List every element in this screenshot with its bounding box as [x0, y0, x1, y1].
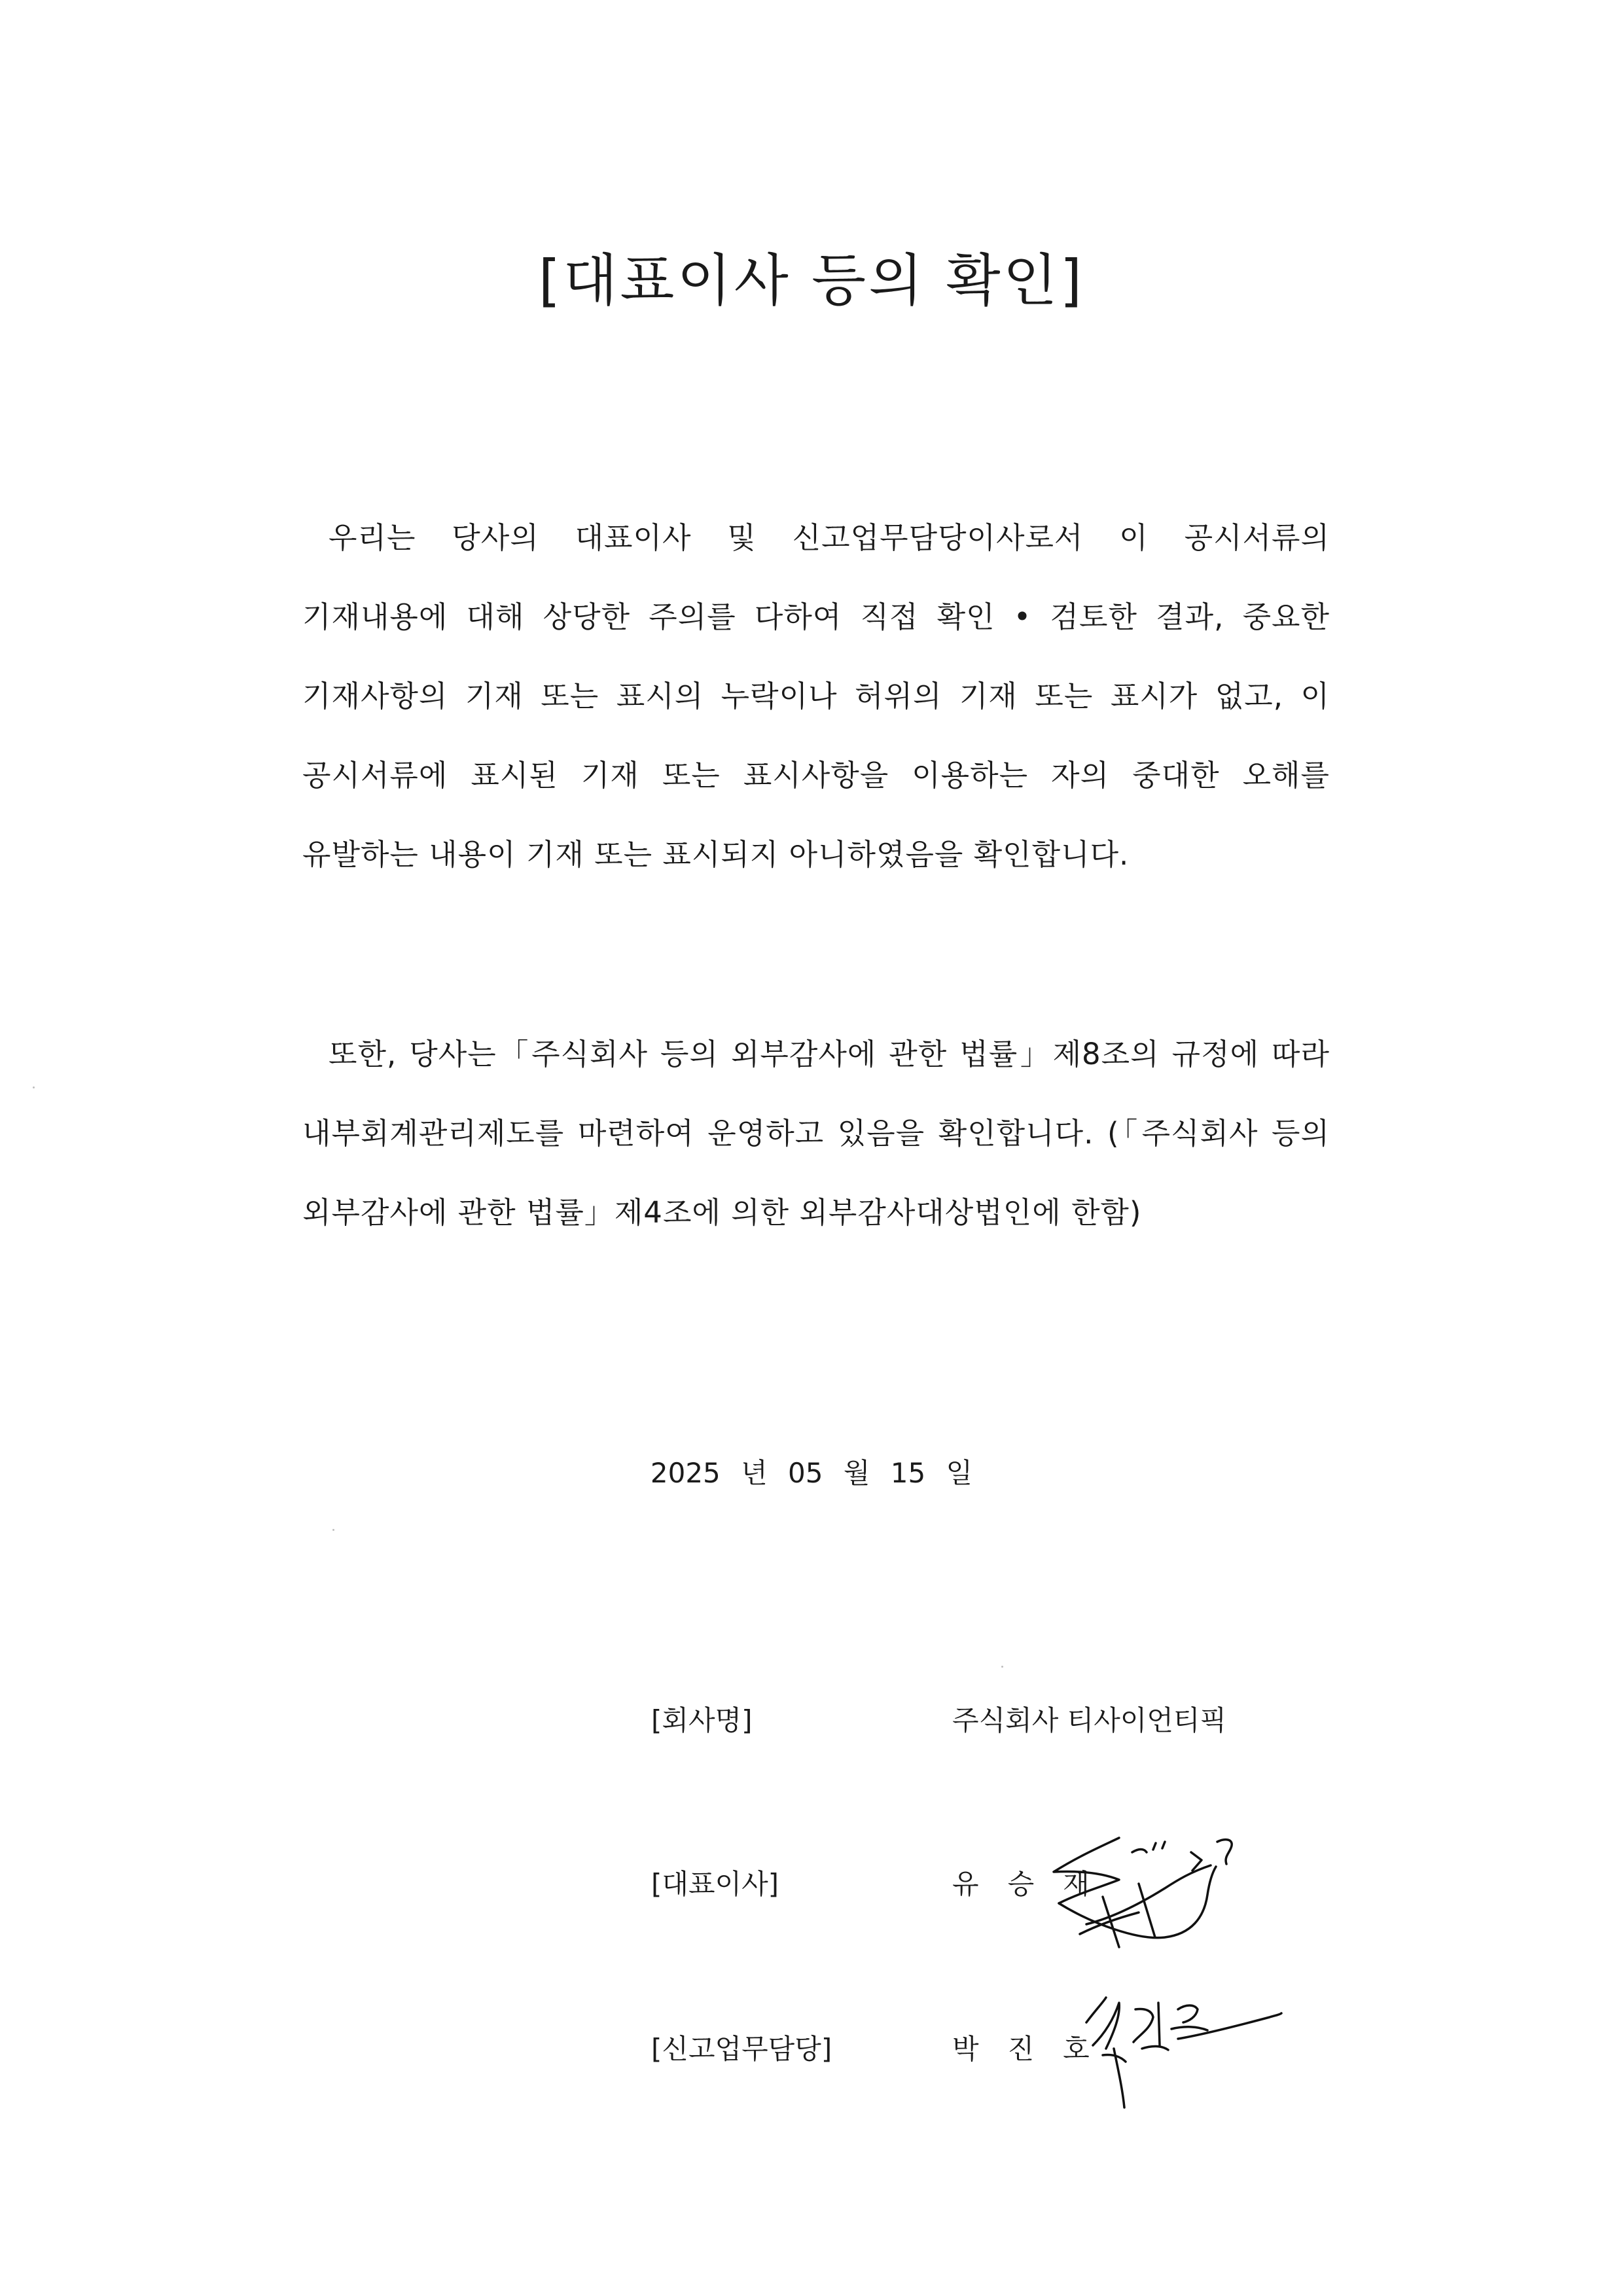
company-name: 주식회사 티사이언티픽 [952, 1704, 1227, 1736]
confirmation-paragraph: 우리는 당사의 대표이사 및 신고업무담당이사로서 이 공시서류의 기재내용에 대해 상당한 주의를 다하여 직접 확인 • 검토한 결과, 중요한 기재사항의 기재 또는 표시의 누락이나 허위의 기재 또는 표시가 없고, 이 공시서류에 표시된 기재 또는 표시사항을 이용하는 자의 중대한 오해를 유발하는 내용이 기재 또는 표시되지 아니하였음을 확인합니다. [302, 520, 1330, 872]
ceo-name: 유승재 [952, 1868, 1118, 1900]
ceo-signature [1041, 1826, 1276, 1957]
internal-control-paragraph: 또한, 당사는「주식회사 등의 외부감사에 관한 법률」제8조의 규정에 따라 내부회계관리제도를 마련하여 운영하고 있음을 확인합니다. (「주식회사 등의 외부감사에 관한 법률」제4조에 의한 외부감사대상법인에 한함) [302, 1037, 1330, 1230]
document-date: 2025 년 05 월 15 일 [650, 1457, 973, 1489]
ceo-label: [대표이사] [651, 1868, 779, 1900]
scan-speck [33, 1086, 35, 1088]
document-title: [대표이사 등의 확인] [538, 248, 1085, 314]
officer-row [651, 2028, 1436, 2080]
officer-name: 박진호 [952, 2033, 1118, 2065]
scan-speck [1001, 1666, 1003, 1668]
officer-signature [1073, 1983, 1283, 2114]
officer-label: [신고업무담당] [651, 2033, 832, 2065]
company-row [651, 1699, 1436, 1751]
scan-speck [332, 1529, 334, 1531]
company-label: [회사명] [651, 1704, 753, 1736]
